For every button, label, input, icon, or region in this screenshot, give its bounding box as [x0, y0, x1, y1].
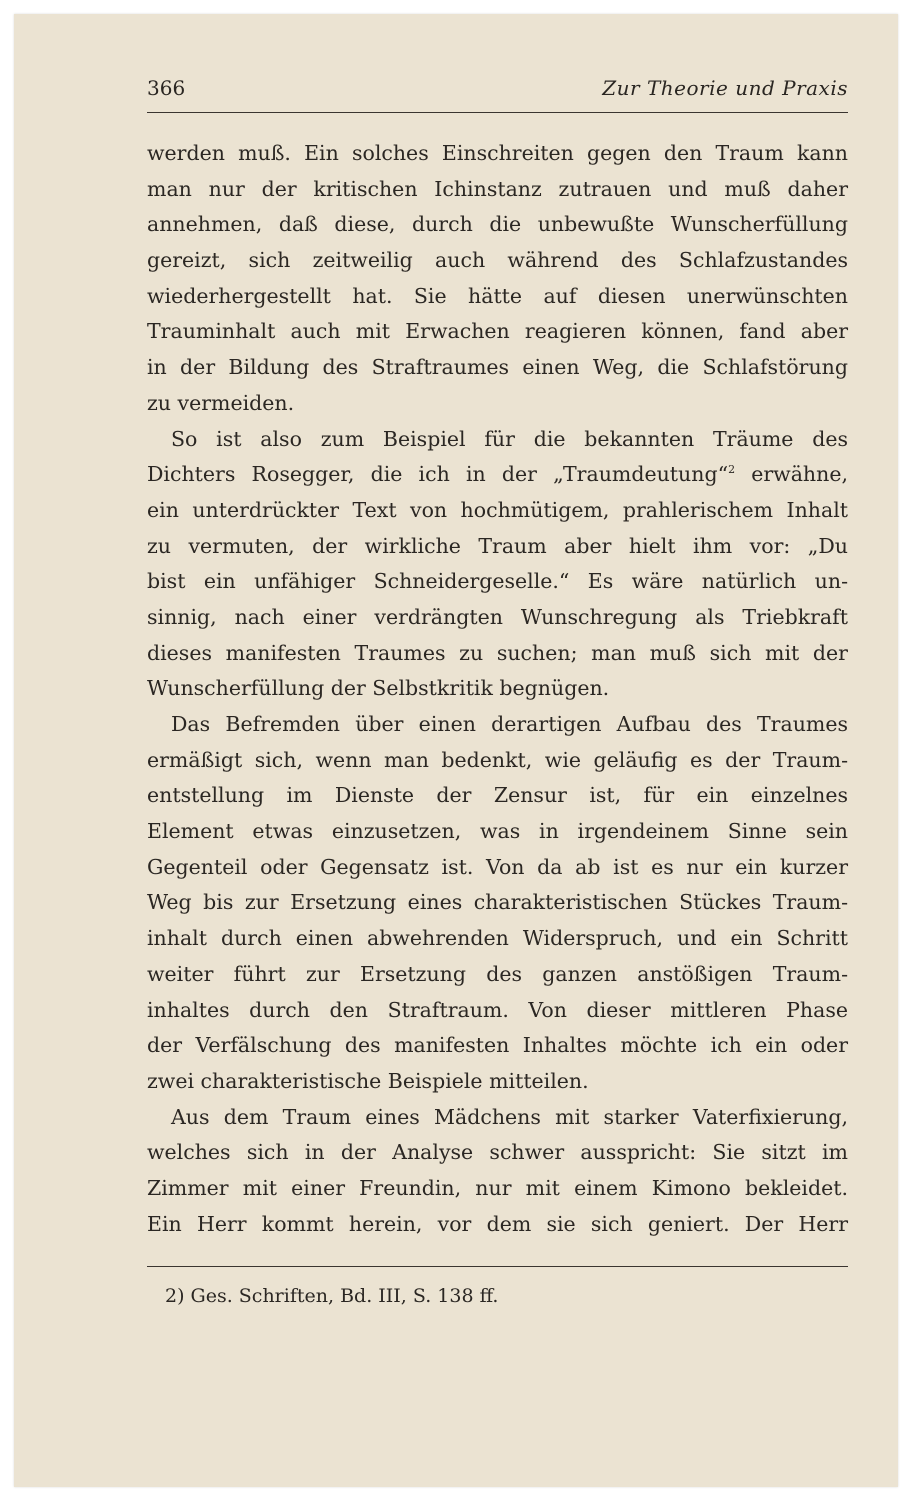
- running-title: Zur Theorie und Praxis: [602, 76, 848, 100]
- text-line: in der Bildung des Straftraumes einen Weg, die Schlafstörung: [147, 355, 848, 380]
- text-line: Weg bis zur Ersetzung eines charakteristischen Stückes Traum-: [147, 890, 848, 915]
- text-line-part: erwähne,: [735, 462, 848, 487]
- text-line: annehmen, daß diese, durch die unbewußte Wunscherfüllung: [147, 212, 848, 237]
- text-line: bist ein unfähiger Schneidergeselle.“ Es wäre natürlich un-: [147, 569, 848, 594]
- text-line: Gegenteil oder Gegensatz ist. Von da ab ist es nur ein kurzer: [147, 854, 848, 879]
- text-line: Ein Herr kommt herein, vor dem sie sich geniert. Der Herr: [147, 1211, 848, 1236]
- text-line: wiederhergestellt hat. Sie hätte auf diesen unerwünschten: [147, 283, 848, 308]
- text-line: werden muß. Ein solches Einschreiten gegen den Traum kann: [147, 141, 848, 165]
- text-line: dieses manifesten Traumes zu suchen; man muß sich mit der: [147, 640, 848, 665]
- text-line: inhalt durch einen abwehrenden Widerspruch, und ein Schritt: [147, 926, 848, 951]
- text-line: inhaltes durch den Straftraum. Von dieser mittleren Phase: [147, 997, 848, 1022]
- text-line: Zimmer mit einer Freundin, nur mit einem Kimono bekleidet.: [147, 1175, 848, 1200]
- text-line: sinnig, nach einer verdrängten Wunschregung als Triebkraft: [147, 604, 848, 629]
- text-line: Aus dem Traum eines Mädchens mit starker Vaterfixierung,: [171, 1104, 848, 1129]
- text-line: ein unterdrückter Text von hochmütigem, prahlerischem Inhalt: [147, 497, 848, 522]
- text-line: Element etwas einzusetzen, was in irgendeinem Sinne sein: [147, 819, 848, 844]
- page-number: 366: [147, 76, 186, 100]
- header-rule: [147, 112, 848, 113]
- text-line: [147, 457, 848, 493]
- text-line: entstellung im Dienste der Zensur ist, für ein einzelnes: [147, 783, 848, 808]
- text-line: So ist also zum Beispiel für die bekannten Träume des: [171, 426, 848, 451]
- text-line: weiter führt zur Ersetzung des ganzen anstößigen Traum-: [147, 961, 848, 986]
- text-line: zu vermeiden.: [147, 390, 295, 415]
- footnote-reference[interactable]: 2: [728, 463, 736, 477]
- text-line: zu vermuten, der wirkliche Traum aber hielt ihm vor: „Du: [147, 533, 848, 558]
- footnote: 2) Ges. Schriften, Bd. III, S. 138 ff.: [165, 1285, 499, 1307]
- text-line: Trauminhalt auch mit Erwachen reagieren können, fand aber: [147, 319, 848, 344]
- body-text: [147, 136, 848, 1242]
- text-line: Wunscherfüllung der Selbstkritik begnügen.: [147, 676, 610, 701]
- text-line: ermäßigt sich, wenn man bedenkt, wie geläufig es der Traum-: [147, 747, 848, 772]
- text-line: der Verfälschung des manifesten Inhaltes möchte ich ein oder: [147, 1033, 848, 1058]
- text-line: man nur der kritischen Ichinstanz zutrauen und muß daher: [147, 176, 848, 201]
- text-line: welches sich in der Analyse schwer ausspricht: Sie sitzt im: [147, 1140, 848, 1165]
- page-header: [147, 76, 848, 106]
- text-line-part: Dichters Rosegger, die ich in der „Traumdeutung“: [147, 462, 729, 487]
- text-line: zwei charakteristische Beispiele mitteilen.: [147, 1068, 589, 1093]
- text-line: gereizt, sich zeitweilig auch während des Schlafzustandes: [147, 248, 848, 273]
- text-line: Das Befremden über einen derartigen Aufbau des Traumes: [171, 712, 848, 736]
- footnote-rule: [147, 1266, 848, 1267]
